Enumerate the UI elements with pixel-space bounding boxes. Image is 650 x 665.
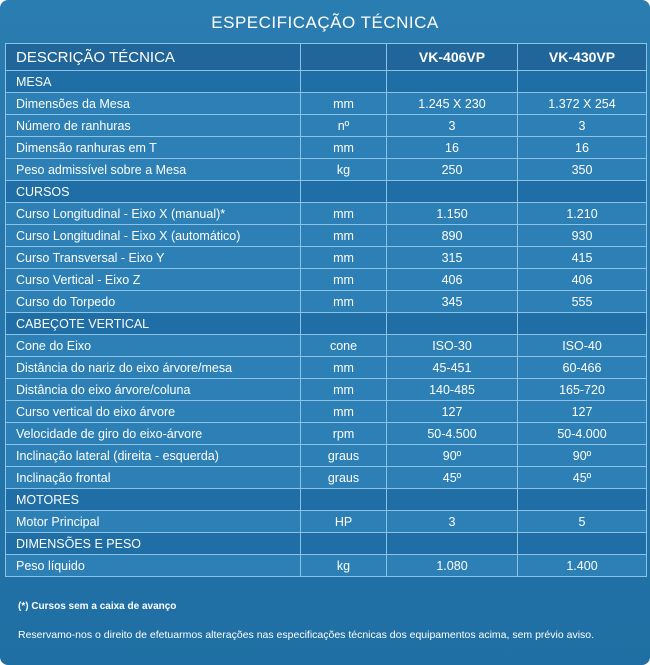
section-blank-cell [301, 489, 387, 511]
spec-label: Peso líquido [6, 555, 301, 577]
section-blank-cell [518, 489, 647, 511]
spec-value-model-b: 1.210 [518, 203, 647, 225]
table-row [6, 137, 647, 159]
spec-value-model-a: 1.150 [387, 203, 518, 225]
table-row [6, 269, 647, 291]
spec-value-model-a: 1.245 X 230 [387, 93, 518, 115]
section-blank-cell [518, 313, 647, 335]
spec-value-model-a: 3 [387, 115, 518, 137]
spec-value-model-b: 16 [518, 137, 647, 159]
spec-unit: cone [301, 335, 387, 357]
spec-value-model-a: 890 [387, 225, 518, 247]
section-label: DIMENSÕES E PESO [6, 533, 301, 555]
section-blank-cell [387, 181, 518, 203]
table-row [6, 445, 647, 467]
spec-value-model-a: 45-451 [387, 357, 518, 379]
spec-unit: mm [301, 137, 387, 159]
spec-value-model-a: 315 [387, 247, 518, 269]
spec-unit: mm [301, 379, 387, 401]
spec-label: Distância do nariz do eixo árvore/mesa [6, 357, 301, 379]
spec-label: Curso vertical do eixo árvore [6, 401, 301, 423]
spec-label: Número de ranhuras [6, 115, 301, 137]
table-row [6, 401, 647, 423]
spec-label: Cone do Eixo [6, 335, 301, 357]
section-blank-cell [387, 489, 518, 511]
spec-value-model-b: 60-466 [518, 357, 647, 379]
table-row [6, 335, 647, 357]
spec-value-model-a: 3 [387, 511, 518, 533]
spec-label: Peso admissível sobre a Mesa [6, 159, 301, 181]
spec-unit: mm [301, 269, 387, 291]
section-blank-cell [387, 533, 518, 555]
spec-label: Velocidade de giro do eixo-árvore [6, 423, 301, 445]
spec-label: Inclinação frontal [6, 467, 301, 489]
panel-title: ESPECIFICAÇÃO TÉCNICA [211, 13, 439, 32]
spec-unit: nº [301, 115, 387, 137]
spec-unit: kg [301, 159, 387, 181]
table-row [6, 203, 647, 225]
section-label: CURSOS [6, 181, 301, 203]
spec-unit: mm [301, 93, 387, 115]
column-header-unit [301, 44, 387, 71]
section-label: CABEÇOTE VERTICAL [6, 313, 301, 335]
spec-value-model-b: ISO-40 [518, 335, 647, 357]
column-header-model-b: VK-430VP [518, 44, 647, 71]
section-blank-cell [387, 313, 518, 335]
spec-label: Curso Transversal - Eixo Y [6, 247, 301, 269]
section-blank-cell [301, 181, 387, 203]
spec-table [5, 43, 647, 577]
table-row [6, 291, 647, 313]
table-row [6, 115, 647, 137]
spec-value-model-a: 50-4.500 [387, 423, 518, 445]
spec-value-model-b: 127 [518, 401, 647, 423]
table-row [6, 379, 647, 401]
spec-unit: mm [301, 357, 387, 379]
table-row [6, 555, 647, 577]
spec-value-model-b: 350 [518, 159, 647, 181]
spec-unit: graus [301, 467, 387, 489]
table-row [6, 467, 647, 489]
spec-value-model-a: 127 [387, 401, 518, 423]
section-blank-cell [387, 71, 518, 93]
spec-value-model-b: 90º [518, 445, 647, 467]
spec-value-model-b: 555 [518, 291, 647, 313]
spec-unit: HP [301, 511, 387, 533]
footnote: (*) Cursos sem a caixa de avanço [18, 601, 177, 612]
section-row [6, 71, 647, 93]
table-row [6, 225, 647, 247]
spec-label: Curso Longitudinal - Eixo X (automático) [6, 225, 301, 247]
section-label: MESA [6, 71, 301, 93]
spec-value-model-b: 930 [518, 225, 647, 247]
spec-label: Distância do eixo árvore/coluna [6, 379, 301, 401]
spec-value-model-b: 3 [518, 115, 647, 137]
section-row [6, 181, 647, 203]
section-row [6, 489, 647, 511]
spec-value-model-b: 415 [518, 247, 647, 269]
section-blank-cell [518, 533, 647, 555]
spec-value-model-b: 5 [518, 511, 647, 533]
section-blank-cell [301, 71, 387, 93]
column-header-description: DESCRIÇÃO TÉCNICA [6, 44, 301, 71]
section-blank-cell [301, 313, 387, 335]
section-blank-cell [518, 181, 647, 203]
table-row [6, 357, 647, 379]
spec-unit: kg [301, 555, 387, 577]
spec-label: Dimensões da Mesa [6, 93, 301, 115]
spec-label: Curso Vertical - Eixo Z [6, 269, 301, 291]
spec-table-body [6, 71, 647, 577]
spec-label: Curso Longitudinal - Eixo X (manual)* [6, 203, 301, 225]
spec-unit: mm [301, 247, 387, 269]
spec-value-model-b: 1.400 [518, 555, 647, 577]
spec-value-model-a: ISO-30 [387, 335, 518, 357]
spec-value-model-b: 165-720 [518, 379, 647, 401]
table-row [6, 159, 647, 181]
column-header-model-a: VK-406VP [387, 44, 518, 71]
spec-unit: graus [301, 445, 387, 467]
table-row [6, 247, 647, 269]
spec-label: Curso do Torpedo [6, 291, 301, 313]
spec-label: Dimensão ranhuras em T [6, 137, 301, 159]
section-blank-cell [518, 71, 647, 93]
spec-unit: mm [301, 291, 387, 313]
table-header-row [6, 44, 647, 71]
disclaimer: Reservamo-nos o direito de efetuarmos alterações nas especificações técnicas dos equipamentos acima, sem prévio aviso. [18, 629, 595, 641]
spec-label: Inclinação lateral (direita - esquerda) [6, 445, 301, 467]
table-row [6, 93, 647, 115]
spec-value-model-b: 45º [518, 467, 647, 489]
spec-value-model-a: 1.080 [387, 555, 518, 577]
spec-value-model-b: 1.372 X 254 [518, 93, 647, 115]
spec-unit: mm [301, 225, 387, 247]
spec-value-model-a: 345 [387, 291, 518, 313]
table-row [6, 511, 647, 533]
section-label: MOTORES [6, 489, 301, 511]
section-blank-cell [301, 533, 387, 555]
spec-value-model-a: 250 [387, 159, 518, 181]
spec-value-model-a: 90º [387, 445, 518, 467]
spec-value-model-b: 406 [518, 269, 647, 291]
spec-value-model-b: 50-4.000 [518, 423, 647, 445]
spec-value-model-a: 140-485 [387, 379, 518, 401]
table-row [6, 423, 647, 445]
spec-unit: mm [301, 401, 387, 423]
section-row [6, 313, 647, 335]
spec-value-model-a: 406 [387, 269, 518, 291]
spec-unit: rpm [301, 423, 387, 445]
spec-value-model-a: 45º [387, 467, 518, 489]
spec-unit: mm [301, 203, 387, 225]
section-row [6, 533, 647, 555]
spec-label: Motor Principal [6, 511, 301, 533]
spec-value-model-a: 16 [387, 137, 518, 159]
